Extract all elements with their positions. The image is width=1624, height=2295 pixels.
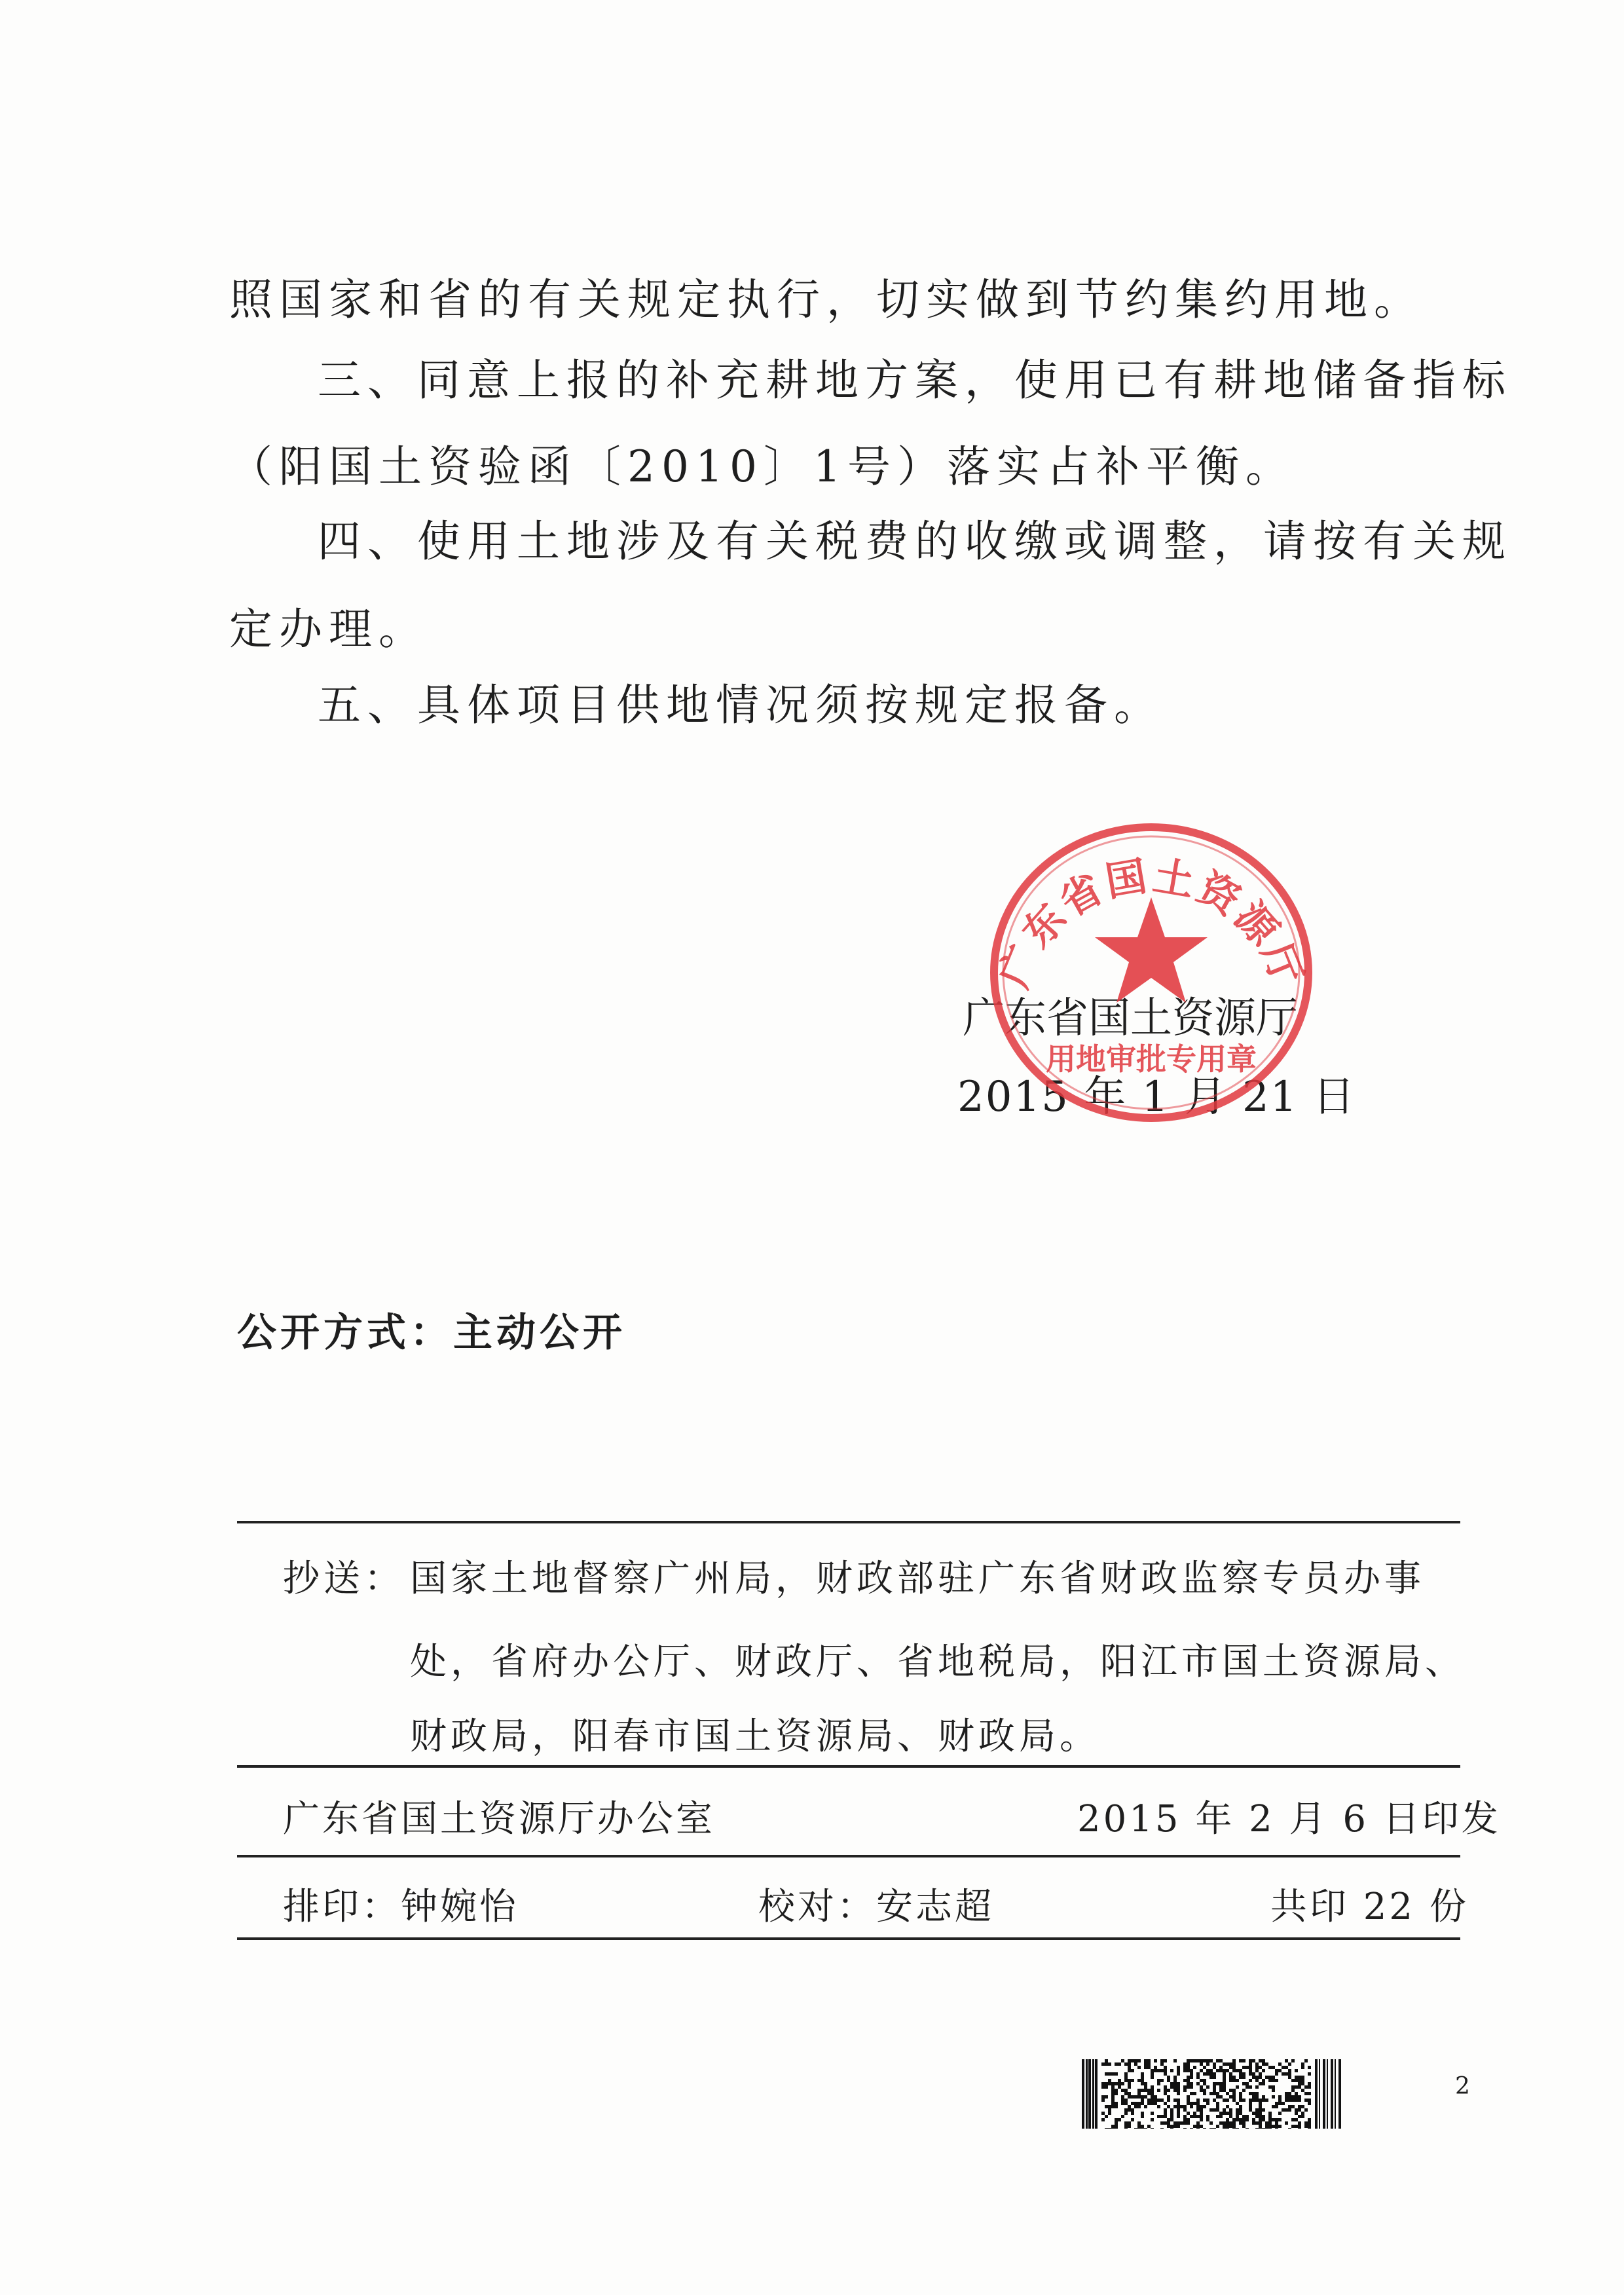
official-seal [961, 822, 1341, 1130]
cc-label: 抄送： [283, 1558, 405, 1600]
body-line-3: （阳国土资验函〔2010〕1号）落实占补平衡。 [229, 441, 1295, 492]
cc-line-3: 财政局，阳春市国土资源局、财政局。 [410, 1715, 1100, 1758]
seal-inner-text: 用地审批专用章 [1046, 1041, 1257, 1077]
signature-date: 2015 年 1 月 21 日 [957, 1073, 1356, 1121]
divider-middle [237, 1765, 1460, 1768]
body-line-6: 五、具体项目供地情况须按规定报备。 [318, 680, 1164, 730]
divider-top [237, 1521, 1460, 1523]
page-number: 2 [1455, 2073, 1470, 2100]
signature-organization: 广东省国土资源厅 [963, 994, 1298, 1043]
body-line-2: 三、同意上报的补充耕地方案，使用已有耕地储备指标 [318, 355, 1512, 405]
body-line-5: 定办理。 [229, 604, 428, 654]
copies-printed: 共印 22 份 [1270, 1886, 1469, 1928]
seal-outer-text: 广东省国土资源厅 [989, 851, 1313, 994]
cc-line-2: 处，省府办公厅、财政厅、省地税局，阳江市国土资源局、 [410, 1641, 1466, 1683]
issuing-office: 广东省国土资源厅办公室 [283, 1798, 715, 1840]
seal-star-icon [1095, 897, 1208, 1003]
divider-bottom [237, 1937, 1460, 1940]
cc-line-1: 国家土地督察广州局，财政部驻广东省财政监察专员办事 [410, 1558, 1425, 1600]
disclosure-method: 公开方式：主动公开 [237, 1310, 626, 1356]
proofread-by: 校对：安志超 [758, 1886, 994, 1928]
typeset-by: 排印：钟婉怡 [283, 1886, 519, 1928]
body-line-4: 四、使用土地涉及有关税费的收缴或调整，请按有关规 [318, 516, 1512, 567]
divider-lower [237, 1855, 1460, 1857]
barcode-icon [1082, 2059, 1341, 2129]
body-line-1: 照国家和省的有关规定执行，切实做到节约集约用地。 [229, 274, 1424, 325]
issue-date: 2015 年 2 月 6 日印发 [1077, 1798, 1501, 1840]
